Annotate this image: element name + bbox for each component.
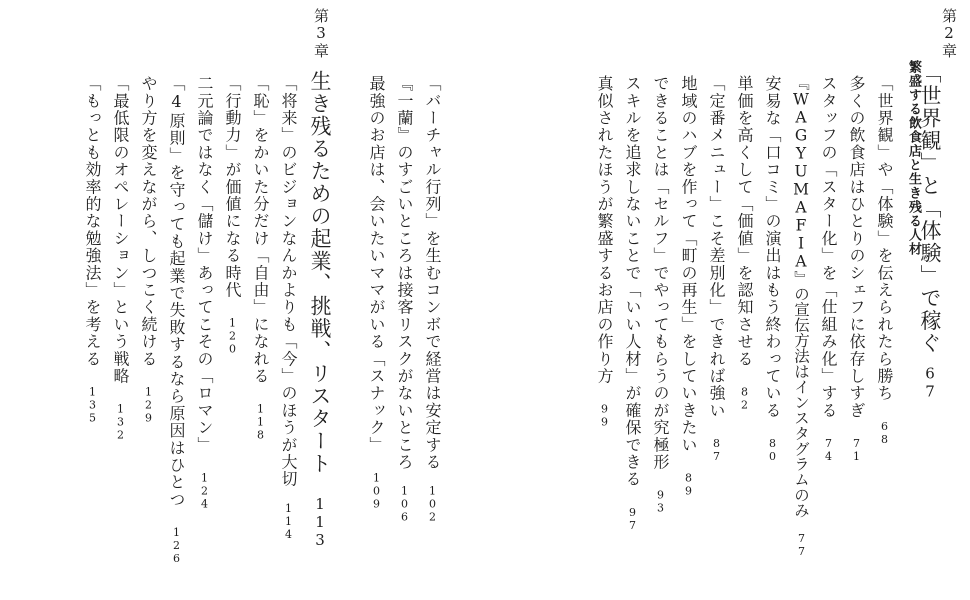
toc-entry-page: 109: [370, 471, 383, 511]
toc-entry[interactable]: [793, 75, 808, 558]
toc-entry[interactable]: [396, 75, 412, 524]
toc-entry-page: 135: [86, 385, 99, 425]
toc-entry-page: 126: [170, 526, 183, 565]
chapter2-title: [919, 62, 940, 401]
toc-entry-page: 120: [226, 316, 239, 356]
toc-entry-page: 102: [426, 484, 439, 524]
toc-entry-text: スキルを追求しないことで「いい人材」が確保できる: [623, 75, 642, 488]
chapter3-title-text: 生き残るための起業、挑戦、リスタート: [308, 70, 332, 475]
toc-entry[interactable]: [424, 75, 440, 524]
toc-entry-text: 「将来」のビジョンなんかよりも「今」のほうが大切: [279, 75, 298, 488]
toc-entry-page: 106: [398, 484, 411, 524]
toc-entry[interactable]: [112, 75, 128, 442]
toc-entry[interactable]: [708, 75, 724, 463]
toc-entry-text: 真似されたほうが繁盛するお店の作り方: [595, 75, 614, 385]
toc-entry-page: 129: [142, 385, 155, 425]
toc-entry-page: 89: [682, 471, 695, 498]
toc-entry[interactable]: [140, 75, 156, 424]
toc-entry[interactable]: [736, 75, 752, 411]
chapter2-label: 第2章: [940, 8, 958, 59]
toc-entry[interactable]: [224, 75, 240, 356]
toc-entry[interactable]: [764, 75, 780, 463]
toc-entry-text: 「定番メニュー」こそ差別化」できれば強い: [707, 75, 726, 419]
toc-entry-text: 「最低限のオペレーション」という戦略: [111, 75, 130, 385]
toc-entry-page: 132: [114, 402, 127, 442]
toc-entry-page: 74: [822, 437, 835, 463]
toc-entry-page: 93: [654, 488, 667, 515]
toc-entry[interactable]: [196, 75, 212, 510]
toc-entry-text: 「行動力」が価値になる時代: [223, 75, 242, 299]
toc-entry[interactable]: [820, 75, 836, 463]
toc-entry-text: 『一蘭』のすごいところは接客リスクがないところ: [395, 75, 414, 471]
toc-entry[interactable]: [624, 75, 640, 532]
toc-entry-text: 単価を高くして「価値」を認知させる: [735, 75, 754, 368]
toc-entry-page: 68: [878, 419, 891, 446]
toc-entry-text: 多くの飲食店はひとりのシェフに依存しすぎ: [847, 75, 866, 419]
toc-entry-page: 97: [626, 505, 639, 532]
toc-entry-page: 114: [282, 501, 295, 541]
toc-entry-text: できることは「セルフ」でやってもらうのが究極形: [651, 75, 670, 471]
toc-entry-text: 「バーチャル行列」を生むコンボで経営は安定する: [423, 75, 442, 471]
toc-entry[interactable]: [680, 75, 696, 497]
toc-entry[interactable]: [596, 75, 612, 429]
toc-entry-text: 最強のお店は、会いたいママがいる「スナック」: [367, 75, 386, 454]
toc-entry[interactable]: [876, 75, 892, 446]
toc-entry-page: 82: [738, 385, 751, 412]
toc-entry[interactable]: [652, 75, 668, 515]
toc-entry-text: 二元論ではなく「儲け」あってこその「ロマン」: [195, 75, 214, 454]
toc-entry-page: 118: [254, 402, 267, 442]
toc-entry-text: 「4原則」を守っても起業で失敗するなら原因はひとつ: [167, 75, 186, 508]
chapter3-label: 第3章: [312, 8, 330, 59]
toc-entry-text: 「もっとも効率的な勉強法」を考える: [83, 75, 102, 368]
toc-entry-page: 124: [198, 471, 211, 511]
toc-entry-page: 77: [795, 532, 808, 558]
toc-entry-text: 『WAGYUMAFIA』の宣伝方法はインスタグラムのみ: [792, 75, 810, 518]
toc-entry-page: 99: [598, 402, 611, 429]
toc-entry-text: 「世界観」や「体験」を伝えられたら勝ち: [875, 75, 894, 402]
toc-entry-page: 87: [710, 437, 723, 463]
chapter2-title-text: 「世界観」と「体験」で稼ぐ: [918, 62, 942, 355]
toc-entry[interactable]: [252, 75, 268, 442]
toc-entry-text: スタッフの「スター化」を「仕組み化」する: [819, 75, 838, 419]
chapter3-title: [309, 70, 330, 549]
toc-entry[interactable]: [280, 75, 296, 541]
toc-entry-text: 安易な「口コミ」の演出はもう終わっている: [763, 75, 782, 419]
toc-entry-text: やり方を変えながら、しつこく続ける: [139, 75, 158, 368]
toc-entry-text: 地域のハブを作って「町の再生」をしていきたい: [679, 75, 698, 454]
toc-entry[interactable]: [168, 75, 184, 565]
toc-entry-text: 「恥」をかいた分だけ「自由」になれる: [251, 75, 270, 385]
toc-entry[interactable]: [848, 75, 864, 463]
toc-entry[interactable]: [368, 75, 384, 510]
toc-entry[interactable]: [84, 75, 100, 424]
chapter2-title-page: 67: [921, 364, 939, 401]
chapter2-subtitle: 繁盛する飲食店と生き残る人材: [906, 60, 921, 256]
toc-entry-page: 80: [766, 437, 779, 463]
chapter3-title-page: 113: [311, 495, 329, 549]
toc-entry-page: 71: [850, 437, 863, 463]
